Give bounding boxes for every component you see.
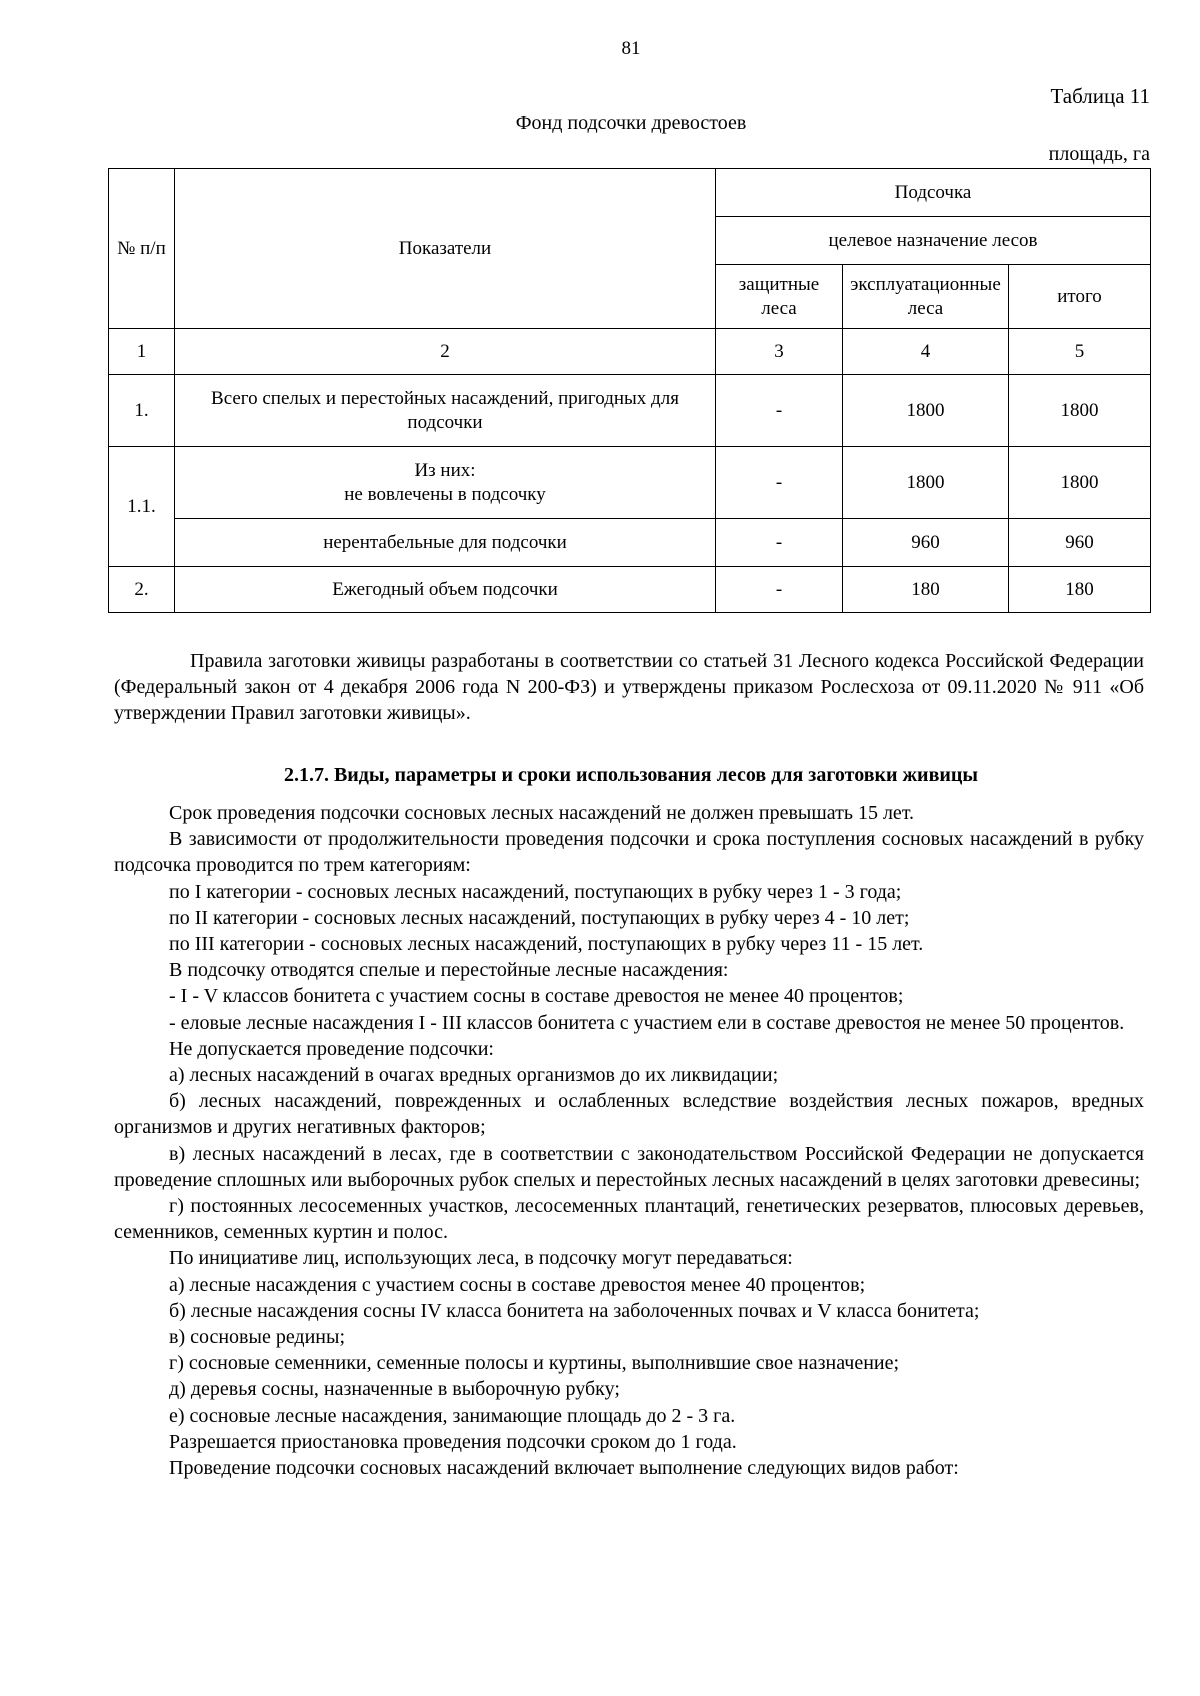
row-num: 1.: [109, 375, 175, 447]
podsochka-fund-table: [108, 168, 1151, 613]
header-total: итого: [1009, 265, 1151, 329]
row-protective: -: [716, 519, 843, 567]
paragraph: Срок проведения подсочки сосновых лесных насаждений не должен превышать 15 лет.: [169, 802, 915, 824]
row-exploitation: 960: [843, 519, 1009, 567]
table-row: [109, 567, 1151, 613]
paragraph: - еловые лесные насаждения I - III классов бонитета с участием ели в составе древостоя не менее 50 процентов.: [169, 1011, 1125, 1034]
paragraph: В подсочку отводятся спелые и перестойные лесные насаждения:: [169, 959, 729, 982]
index-row: [109, 329, 1151, 375]
paragraph: Разрешается приостановка проведения подсочки сроком до 1 года.: [169, 1430, 737, 1453]
index-cell: 3: [716, 329, 843, 375]
paragraph: - I - V классов бонитета с участием сосны в составе древостоя не менее 40 процентов;: [169, 985, 904, 1008]
paragraph: в) лесных насаждений в лесах, где в соответствии с законодательством Российской Федерации не допускается проведение сплошных или выборочных рубок спелых и перестойных лесных насаждений в целях заготовки древесины;: [114, 1142, 1144, 1191]
paragraph: по I категории - сосновых лесных насаждений, поступающих в рубку через 1 - 3 года;: [169, 880, 902, 903]
row-protective: -: [716, 447, 843, 519]
section-heading: 2.1.7. Виды, параметры и сроки использования лесов для заготовки живицы: [283, 764, 979, 786]
paragraph: Проведение подсочки сосновых насаждений включает выполнение следующих видов работ:: [169, 1457, 959, 1480]
row-num: 2.: [109, 567, 175, 613]
row-protective: -: [716, 375, 843, 447]
row-total: 180: [1009, 567, 1151, 613]
index-cell: 2: [175, 329, 716, 375]
row-total: 1800: [1009, 375, 1151, 447]
paragraph: д) деревья сосны, назначенные в выборочную рубку;: [169, 1378, 620, 1401]
paragraph: В зависимости от продолжительности проведения подсочки и срока поступления сосновых насаждений в рубку подсочка проводится по трем категориям:: [114, 828, 1144, 877]
index-cell: 5: [1009, 329, 1151, 375]
header-indicators: Показатели: [175, 169, 716, 329]
row-name-line: Из них:: [414, 460, 476, 482]
units-label: площадь, га: [1048, 143, 1150, 165]
header-exploitation: эксплуатационные леса: [843, 265, 1009, 329]
paragraph: Не допускается проведение подсочки:: [169, 1037, 494, 1060]
row-name: [175, 447, 716, 519]
row-num: 1.1.: [109, 447, 175, 567]
index-cell: 1: [109, 329, 175, 375]
paragraph: б) лесных насаждений, поврежденных и ослабленных вследствие воздействия лесных пожаров, вредных организмов и других негативных факторов;: [114, 1090, 1144, 1139]
paragraph: в) сосновые редины;: [169, 1326, 346, 1349]
paragraph: По инициативе лиц, использующих леса, в подсочку могут передаваться:: [169, 1247, 793, 1270]
row-name-line: не вовлечены в подсочку: [344, 483, 546, 505]
row-exploitation: 1800: [843, 375, 1009, 447]
header-protective: защитные леса: [716, 265, 843, 329]
table-row: [109, 375, 1151, 447]
table-row: [109, 519, 1151, 567]
paragraph: г) постоянных лесосеменных участков, лесосеменных плантаций, генетических резерватов, плюсовых деревьев, семенников, семенных куртин и полос.: [114, 1195, 1144, 1244]
section-body: [114, 800, 1144, 1481]
row-total: 960: [1009, 519, 1151, 567]
paragraph: г) сосновые семенники, семенные полосы и куртины, выполнившие свое назначение;: [169, 1352, 900, 1375]
header-purpose: целевое назначение лесов: [716, 217, 1151, 265]
paragraph: а) лесные насаждения с участием сосны в составе древостоя менее 40 процентов;: [169, 1273, 866, 1296]
row-total: 1800: [1009, 447, 1151, 519]
page-number: 81: [621, 38, 641, 59]
row-exploitation: 180: [843, 567, 1009, 613]
table-title: Фонд подсочки древостоев: [515, 112, 747, 134]
row-protective: -: [716, 567, 843, 613]
index-cell: 4: [843, 329, 1009, 375]
paragraph: б) лесные насаждения сосны IV класса бонитета на заболоченных почвах и V класса бонитета;: [169, 1299, 980, 1322]
row-name: Всего спелых и перестойных насаждений, пригодных для подсочки: [175, 375, 716, 447]
table-row: [109, 447, 1151, 519]
row-name: Ежегодный объем подсочки: [175, 567, 716, 613]
row-exploitation: 1800: [843, 447, 1009, 519]
row-name: нерентабельные для подсочки: [175, 519, 716, 567]
header-podsochka: Подсочка: [716, 169, 1151, 217]
paragraph: а) лесных насаждений в очагах вредных организмов до их ликвидации;: [169, 1064, 779, 1087]
paragraph: по II категории - сосновых лесных насаждений, поступающих в рубку через 4 - 10 лет;: [169, 906, 910, 929]
paragraph: по III категории - сосновых лесных насаждений, поступающих в рубку через 11 - 15 лет.: [169, 933, 924, 956]
table-label: Таблица 11: [1050, 84, 1150, 108]
header-num: № п/п: [109, 169, 175, 329]
intro-paragraph: Правила заготовки живицы разработаны в соответствии со статьей 31 Лесного кодекса Российской Федерации (Федеральный закон от 4 декабря 2006 года N 200-ФЗ) и утверждены приказом Рослесхоза от 09.11.2020 № 911 «Об утверждении Правил заготовки живицы».: [114, 650, 1144, 724]
paragraph: е) сосновые лесные насаждения, занимающие площадь до 2 - 3 га.: [169, 1404, 736, 1427]
